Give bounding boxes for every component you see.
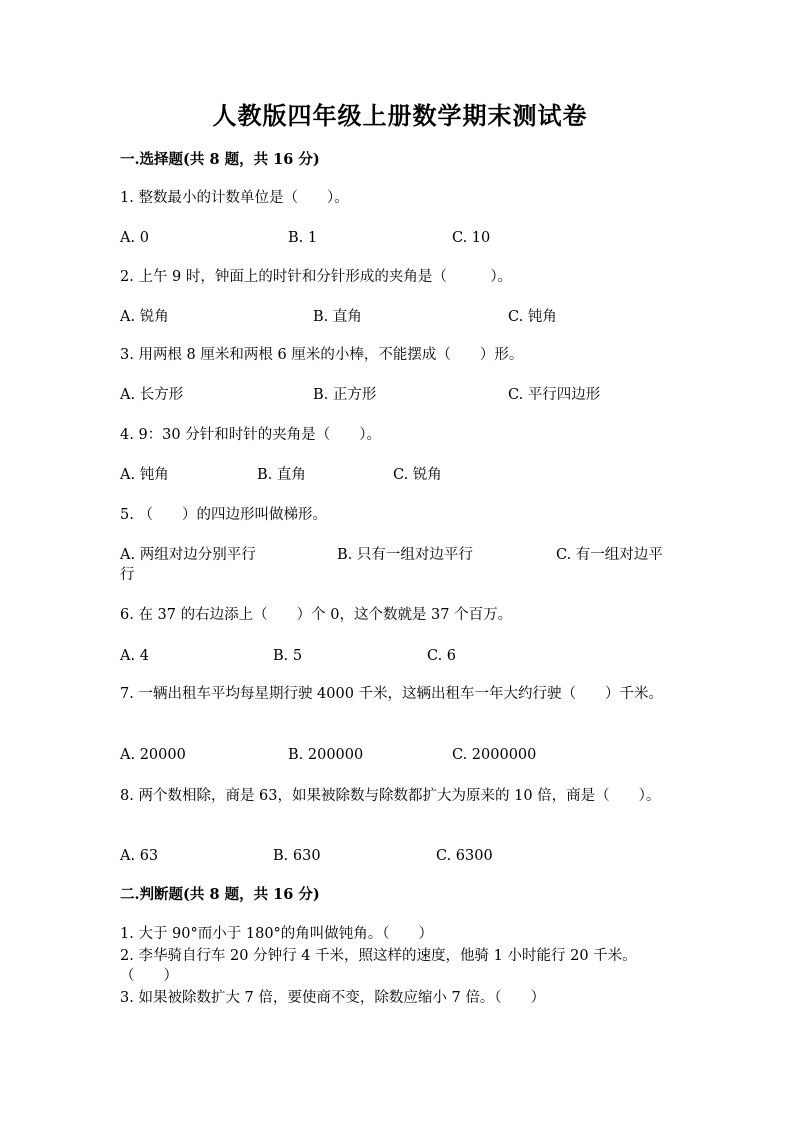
option-c: C. 有一组对边平: [556, 547, 663, 563]
option-c: C. 6300: [436, 848, 493, 864]
option-b: B. 直角: [313, 309, 362, 325]
question-text: 6. 在 37 的右边添上（ ）个 0，这个数就是 37 个百万。: [120, 607, 513, 623]
option-c: C. 锐角: [393, 467, 442, 483]
option-a: A. 4: [120, 648, 149, 664]
option-b: B. 正方形: [313, 387, 377, 403]
option-b: B. 1: [288, 230, 318, 246]
question-text: 8. 两个数相除，商是 63，如果被除数与除数都扩大为原来的 10 倍，商是（ ）。: [120, 788, 661, 804]
option-a: A. 锐角: [120, 309, 169, 325]
option-a: A. 0: [120, 230, 149, 246]
exam-title: 人教版四年级上册数学期末测试卷: [212, 101, 588, 130]
option-b: B. 只有一组对边平行: [337, 547, 473, 563]
option-c: C. 2000000: [452, 747, 537, 763]
judgement-question: 2. 李华骑自行车 20 分钟行 4 千米，照这样的速度，他骑 1 小时能行 20 千米。（ ）: [120, 948, 637, 984]
option-c-wrapped: 行: [120, 567, 135, 583]
option-a: A. 长方形: [120, 387, 184, 403]
option-c: C. 10: [452, 230, 491, 246]
option-c: C. 平行四边形: [508, 387, 601, 403]
question-text: 2. 上午 9 时，钟面上的时针和分针形成的夹角是（ ）。: [120, 269, 513, 285]
judgement-question: 1. 大于 90°而小于 180°的角叫做钝角。（ ）: [120, 926, 434, 942]
question-text: 4. 9：30 分针和时针的夹角是（ ）。: [120, 427, 381, 443]
option-b: B. 630: [273, 848, 321, 864]
judgement-question: 3. 如果被除数扩大 7 倍，要使商不变，除数应缩小 7 倍。（ ）: [120, 990, 546, 1006]
question-text: 1. 整数最小的计数单位是（ ）。: [120, 190, 349, 206]
option-c: C. 6: [427, 648, 457, 664]
option-a: A. 两组对边分别平行: [120, 547, 256, 563]
option-b: B. 200000: [288, 747, 364, 763]
question-text: 3. 用两根 8 厘米和两根 6 厘米的小棒，不能摆成（ ）形。: [120, 347, 524, 363]
section-heading-judgement: 二.判断题(共 8 题，共 16 分): [120, 886, 320, 903]
option-a: A. 钝角: [120, 467, 169, 483]
option-a: A. 20000: [120, 747, 186, 763]
question-text: 7. 一辆出租车平均每星期行驶 4000 千米，这辆出租车一年大约行驶（ ）千米。: [120, 686, 664, 702]
option-a: A. 63: [120, 848, 159, 864]
option-b: B. 直角: [257, 467, 306, 483]
option-b: B. 5: [273, 648, 303, 664]
option-c: C. 钝角: [508, 309, 557, 325]
question-text: 5. （ ）的四边形叫做梯形。: [120, 507, 327, 523]
section-heading-choice: 一.选择题(共 8 题，共 16 分): [120, 151, 320, 168]
